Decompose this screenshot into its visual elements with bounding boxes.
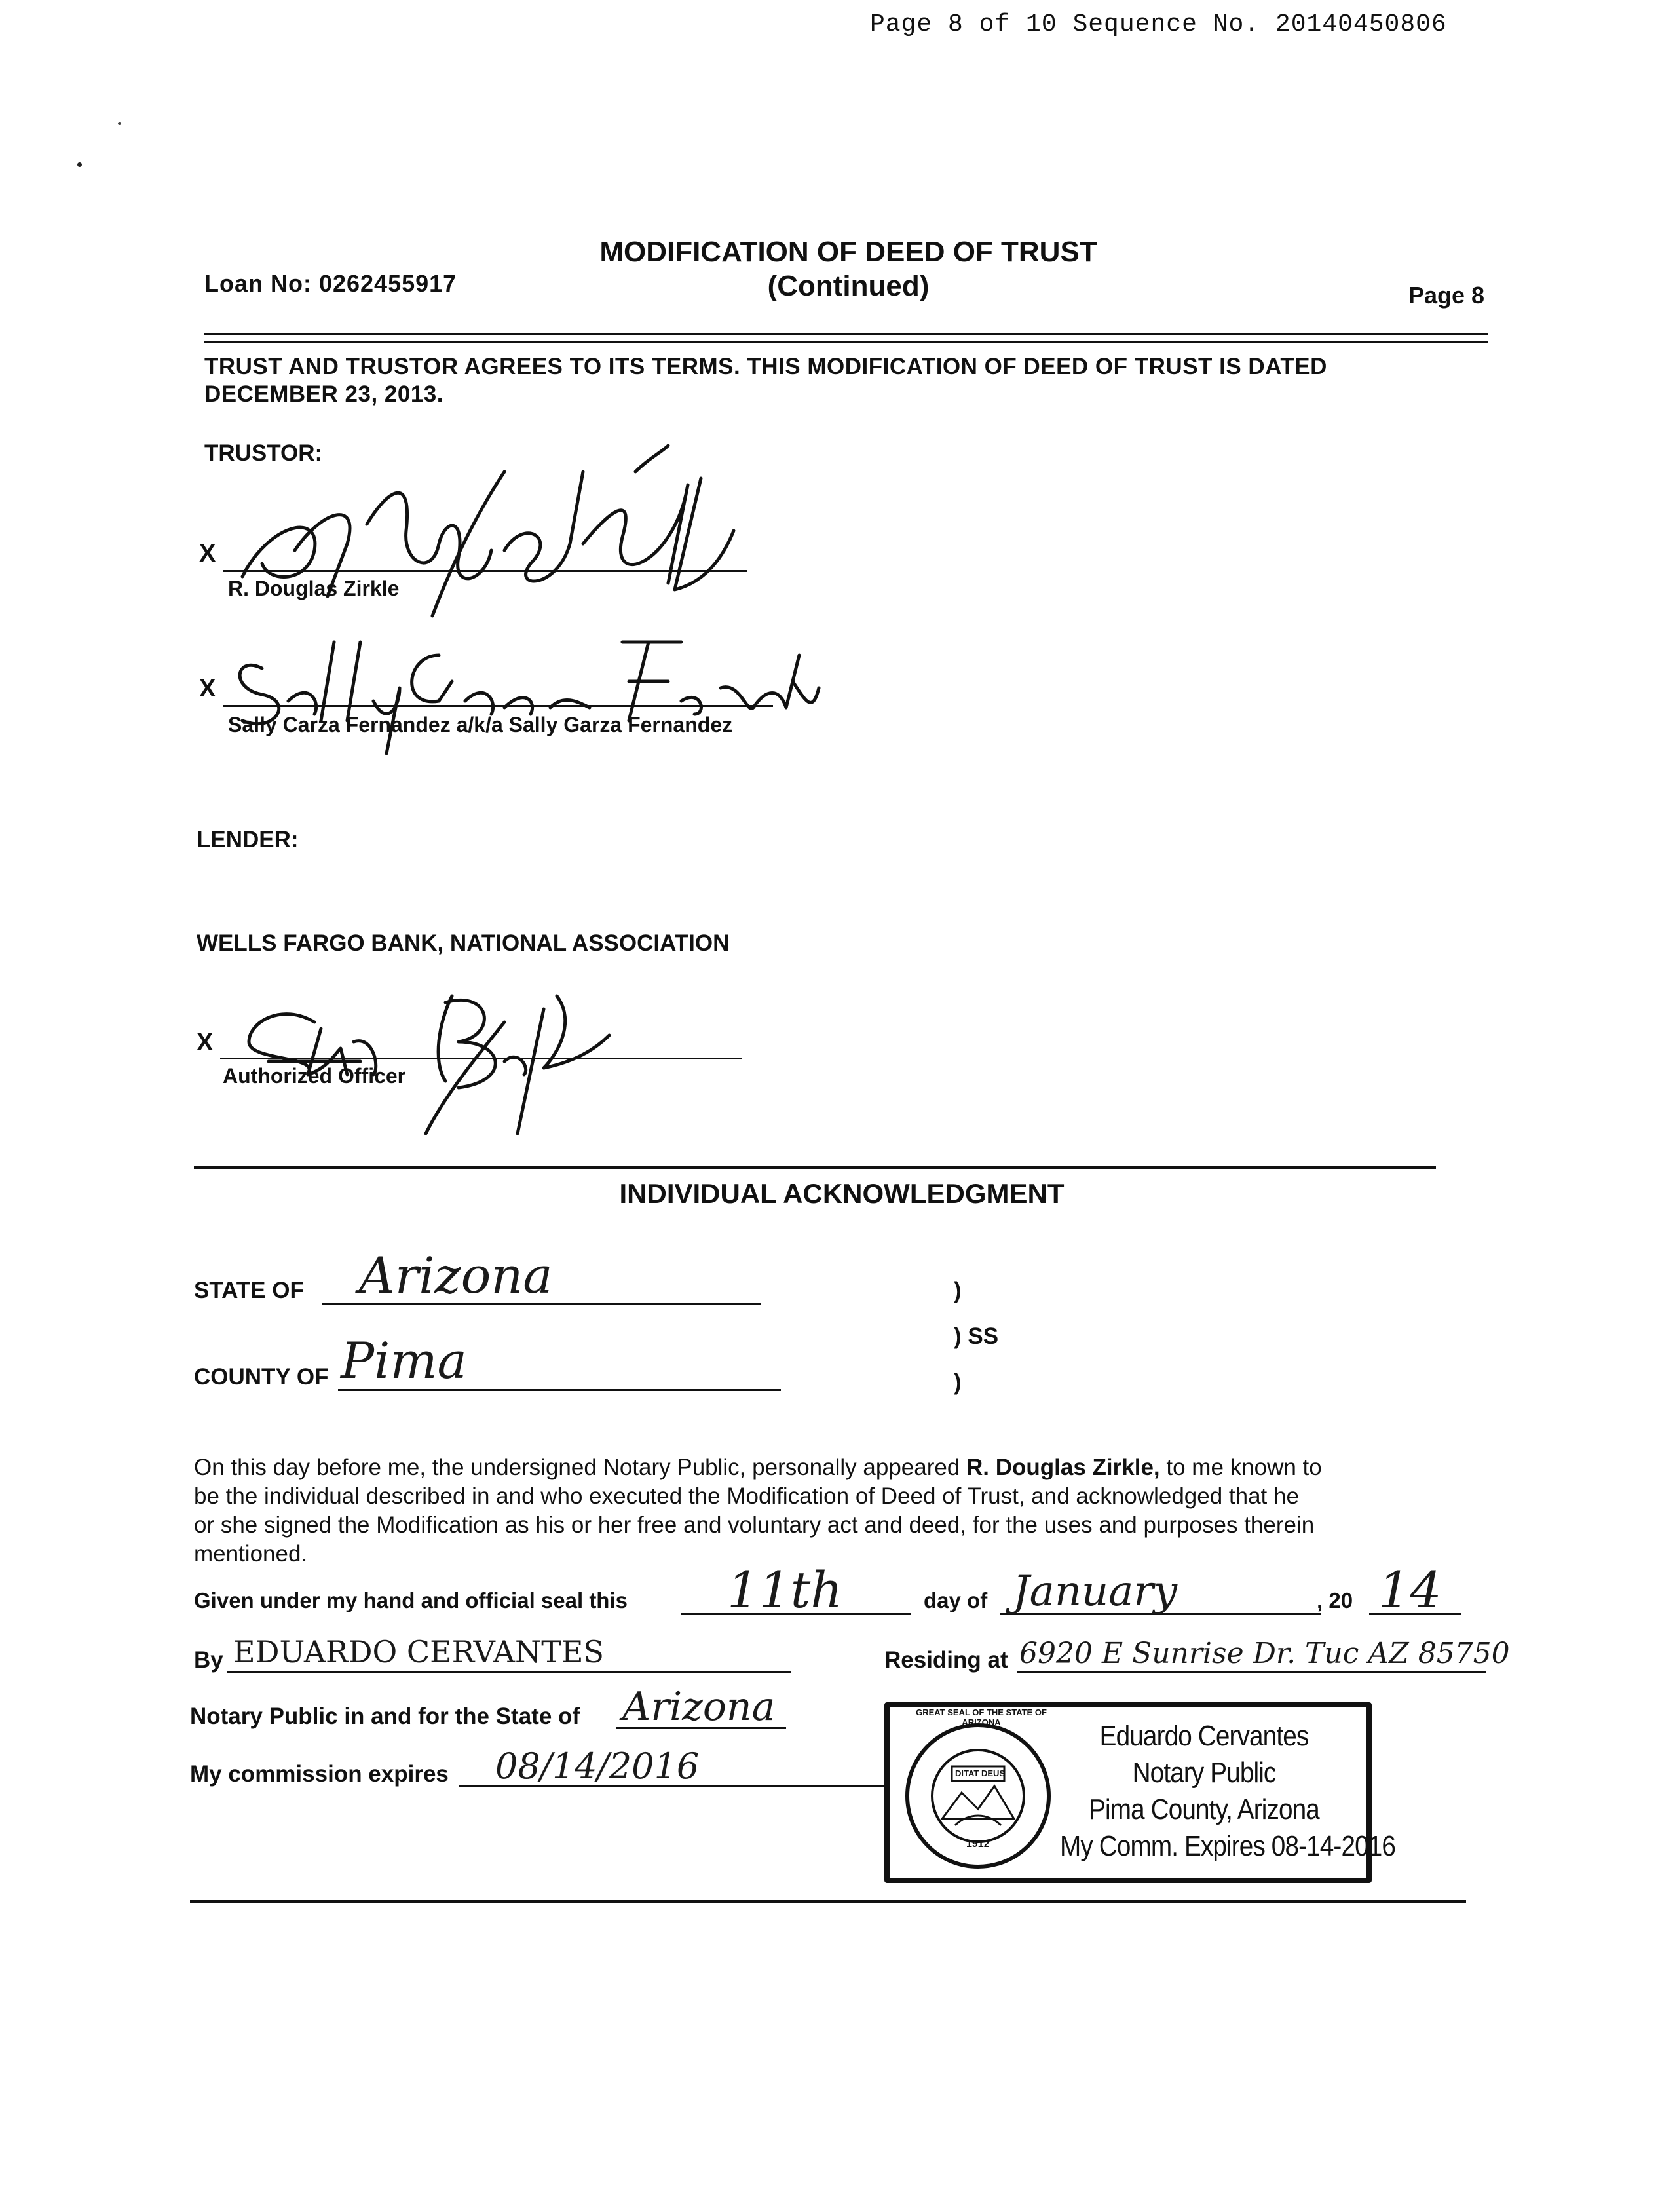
seal-motto: DITAT DEUS <box>955 1768 1006 1778</box>
commission-value: 08/14/2016 <box>495 1745 700 1787</box>
county-label: COUNTY OF <box>194 1364 329 1390</box>
paren-3: ) <box>954 1369 962 1395</box>
scan-speck <box>77 162 82 167</box>
day-of-label: day of <box>924 1588 988 1612</box>
given-label: Given under my hand and official seal this <box>194 1588 628 1612</box>
stamp-line-2: Notary Public <box>1132 1757 1276 1789</box>
terms-line-1: TRUST AND TRUSTOR AGREES TO ITS TERMS. THIS MODIFICATION OF DEED OF TRUST IS DATED <box>204 354 1327 379</box>
lender-label: LENDER: <box>197 827 299 852</box>
state-label: STATE OF <box>194 1278 304 1303</box>
residing-label: Residing at <box>884 1647 1008 1673</box>
acknowledgment-paragraph <box>194 1453 1478 1569</box>
acknowledgment-heading: INDIVIDUAL ACKNOWLEDGMENT <box>619 1178 1065 1209</box>
paragraph-line-1b: to me known to <box>1159 1455 1322 1480</box>
seal-year: 1912 <box>966 1839 990 1850</box>
given-day-value: 11th <box>727 1561 843 1619</box>
stamp-line-4: My Comm. Expires 08-14-2016 <box>1060 1830 1396 1862</box>
by-line <box>227 1671 791 1673</box>
terms-line-2: DECEMBER 23, 2013. <box>204 381 443 407</box>
year-prefix: , 20 <box>1317 1588 1353 1612</box>
state-value: Arizona <box>359 1246 553 1305</box>
page-label: Page 8 <box>1408 282 1485 309</box>
x-mark: X <box>199 540 216 567</box>
stamp-text-block <box>1060 1718 1396 1865</box>
bottom-rule <box>190 1900 1466 1903</box>
seal-ring-text: GREAT SEAL OF THE STATE OF ARIZONA <box>916 1707 1047 1727</box>
residing-line <box>1017 1671 1486 1673</box>
header-rule-top <box>204 333 1488 335</box>
section-rule <box>194 1166 1436 1169</box>
given-month-value: January <box>1013 1567 1178 1616</box>
paren-ss: ) SS <box>954 1324 999 1349</box>
paragraph-name: R. Douglas Zirkle, <box>966 1455 1160 1480</box>
loan-number: Loan No: 0262455917 <box>204 270 457 297</box>
by-label: By <box>194 1647 223 1673</box>
signer-1-name: R. Douglas Zirkle <box>228 577 400 600</box>
document-title: MODIFICATION OF DEED OF TRUST <box>599 236 1097 268</box>
paren-1: ) <box>954 1278 962 1303</box>
paragraph-line-1a: On this day before me, the undersigned Notary Public, personally appeared <box>194 1455 967 1480</box>
document-subtitle: (Continued) <box>767 270 930 302</box>
signature-r-douglas-zirkle <box>216 432 780 649</box>
notary-stamp <box>884 1702 1396 1883</box>
year-suffix: 14 <box>1378 1561 1442 1619</box>
paragraph-line-4: mentioned. <box>194 1541 308 1567</box>
paragraph-line-2: be the individual described in and who executed the Modification of Deed of Trust, and acknowledged that he <box>194 1483 1299 1509</box>
signer-2-name: Sally Carza Fernandez a/k/a Sally Garza Fernandez <box>228 713 733 736</box>
commission-label: My commission expires <box>190 1761 449 1787</box>
signature-sally-garza-fernandez <box>223 629 825 760</box>
paragraph-line-3: or she signed the Modification as his or her free and voluntary act and deed, for the uses and purposes therein <box>194 1512 1315 1538</box>
stamp-line-1: Eduardo Cervantes <box>1099 1720 1309 1752</box>
notary-state-value: Arizona <box>622 1684 776 1730</box>
by-value: EDUARDO CERVANTES <box>233 1634 604 1669</box>
stamp-line-3: Pima County, Arizona <box>1089 1793 1319 1825</box>
sequence-line: Page 8 of 10 Sequence No. 20140450806 <box>870 10 1447 39</box>
county-value: Pima <box>341 1331 467 1390</box>
lender-name: WELLS FARGO BANK, NATIONAL ASSOCIATION <box>197 930 730 956</box>
x-mark: X <box>199 675 216 702</box>
notary-state-label: Notary Public in and for the State of <box>190 1704 580 1729</box>
residing-value: 6920 E Sunrise Dr. Tuc AZ 85750 <box>1019 1637 1510 1670</box>
x-mark: X <box>197 1029 214 1056</box>
authorized-officer-label: Authorized Officer <box>223 1064 406 1088</box>
scan-speck <box>118 122 121 125</box>
trustor-label: TRUSTOR: <box>204 440 323 466</box>
header-rule-bottom <box>204 341 1488 343</box>
